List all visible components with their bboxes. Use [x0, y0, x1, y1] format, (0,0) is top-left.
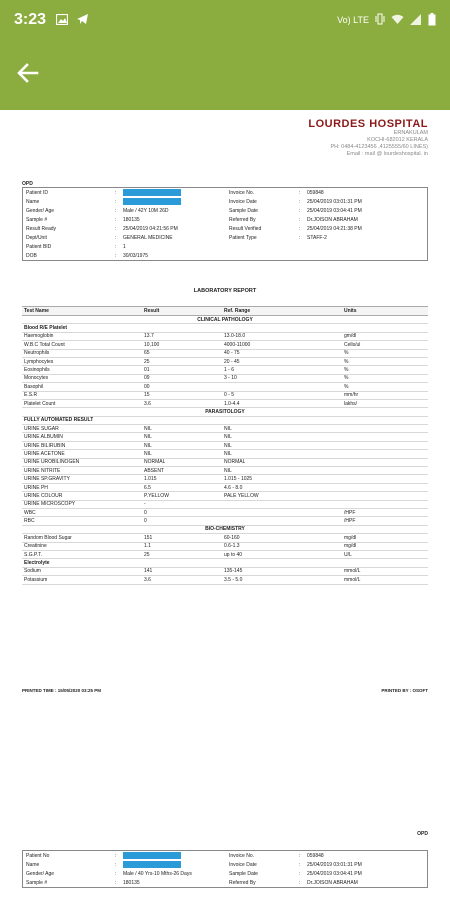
info-colon: : — [299, 207, 301, 214]
result-row — [22, 475, 428, 483]
result-row — [22, 350, 428, 358]
test-name: WBC — [24, 509, 36, 516]
patient-info-row — [23, 233, 427, 242]
info-value: 1 — [123, 243, 126, 250]
hospital-address-line: ERNAKULAM — [393, 130, 428, 136]
section-title: BIO-CHEMISTRY — [205, 526, 245, 533]
group-title: Blood R/E Platelet — [24, 325, 68, 332]
units: mg/dl — [344, 534, 357, 541]
info-value: STAFF-2 — [307, 234, 327, 241]
info-value — [123, 861, 229, 868]
info-label: Sample # — [26, 879, 48, 886]
info-colon: : — [299, 870, 301, 877]
info-colon: : — [115, 225, 117, 232]
ref-range: 3.5 - 5.0 — [224, 576, 243, 583]
result-row — [22, 425, 428, 433]
info-colon: : — [115, 870, 117, 877]
group-title: Electrolyte — [24, 560, 50, 567]
hospital-name: LOURDES HOSPITAL — [308, 118, 428, 130]
ref-range: 40 - 75 — [224, 350, 240, 357]
units: % — [344, 375, 349, 382]
info-value: 25/04/2019 03:01:31 PM — [307, 861, 362, 868]
units: mm/hr — [344, 392, 359, 399]
info-label: Invoice Date — [229, 861, 257, 868]
info-label: Name — [26, 198, 40, 205]
test-name: Creatinine — [24, 543, 47, 550]
ref-range: 13.0-18.0 — [224, 333, 246, 340]
patient-info-box — [22, 187, 428, 261]
result-row — [22, 543, 428, 551]
info-label: Result Ready — [26, 225, 57, 232]
info-value: 180135 — [123, 216, 140, 223]
info-value: Dr.JOISON ABRAHAM — [307, 879, 358, 886]
lab-results-table — [22, 306, 428, 585]
units: /HPF — [344, 509, 356, 516]
report-document — [0, 110, 450, 900]
result-row — [22, 333, 428, 341]
info-value — [123, 198, 229, 205]
result-value: 3.6 — [144, 400, 151, 407]
test-name: URINE BILIRUBIN — [24, 442, 66, 449]
hospital-address-line: Email : mail @ lourdeshospital. in — [346, 151, 428, 157]
info-label: Patient Type — [229, 234, 257, 241]
ref-range: 20 - 45 — [224, 358, 240, 365]
info-value: GENERAL MEDICINE — [123, 234, 173, 241]
units: mmol/L — [344, 576, 361, 583]
result-value: - — [144, 501, 146, 508]
ref-range: 1.015 - 1025 — [224, 476, 253, 483]
info-colon: : — [115, 189, 117, 196]
signal-icon — [410, 14, 422, 27]
result-value: 25 — [144, 358, 150, 365]
opd-label: OPD — [22, 181, 33, 187]
ref-range: 4000-11000 — [224, 341, 251, 348]
info-label: Sample Date — [229, 207, 258, 214]
hospital-address-line: KOCHI-682012 KERALA — [367, 137, 428, 143]
info-label: Referred By — [229, 216, 256, 223]
test-name: W.B.C Total Count — [24, 341, 65, 348]
info-value: 059848 — [307, 852, 324, 859]
info-label: Gender/ Age — [26, 870, 55, 877]
info-label: Patient ID — [26, 189, 48, 196]
result-value: 3.6 — [144, 576, 151, 583]
test-name: Neutrophils — [24, 350, 50, 357]
test-name: URINE UROBILINOGEN — [24, 459, 80, 466]
patient-info-row — [23, 197, 427, 206]
result-row — [22, 467, 428, 475]
result-row — [22, 568, 428, 576]
info-value: 25/04/2019 03:04:41 PM — [307, 870, 362, 877]
info-value: 059848 — [307, 189, 324, 196]
ref-range: 0.6-1.3 — [224, 543, 240, 550]
patient-info-row — [23, 206, 427, 215]
info-label: DOB — [26, 252, 37, 259]
patient-info-row — [23, 188, 427, 197]
ref-range: NIL — [224, 467, 232, 474]
result-value: 13.7 — [144, 333, 154, 340]
result-value: NORMAL — [144, 459, 166, 466]
result-value: 09 — [144, 375, 150, 382]
result-value: NIL — [144, 450, 152, 457]
test-name: Lymphocytes — [24, 358, 54, 365]
ref-range: 3 - 10 — [224, 375, 237, 382]
ref-range: NIL — [224, 450, 232, 457]
wifi-icon — [391, 14, 404, 27]
units: lakhs/ — [344, 400, 358, 407]
test-name: Haemoglobin — [24, 333, 54, 340]
printed-time: PRINTED TIME : 15/05/2020 03:25 PM — [22, 688, 102, 693]
info-label: Result Verified — [229, 225, 262, 232]
result-value: 141 — [144, 568, 153, 575]
status-bar — [0, 0, 450, 40]
result-row — [22, 484, 428, 492]
result-value: 1.1 — [144, 543, 151, 550]
ref-range: PALE YELLOW — [224, 492, 259, 499]
result-row — [22, 442, 428, 450]
units: Cells/ul — [344, 341, 361, 348]
info-value: 180135 — [123, 879, 140, 886]
ref-range: NORMAL — [224, 459, 246, 466]
result-row — [22, 501, 428, 509]
result-value: P.YELLOW — [144, 492, 169, 499]
patient-info-row — [23, 215, 427, 224]
test-name: E.S.R — [24, 392, 38, 399]
section-row — [22, 526, 428, 534]
test-name: URINE NITRITE — [24, 467, 61, 474]
result-value: 65 — [144, 350, 150, 357]
status-right — [337, 13, 436, 28]
result-value: NIL — [144, 442, 152, 449]
ref-range: NIL — [224, 442, 232, 449]
units: gm/dl — [344, 333, 357, 340]
result-value: 00 — [144, 383, 150, 390]
result-row — [22, 450, 428, 458]
redacted-block — [123, 861, 181, 868]
test-name: Monocytes — [24, 375, 49, 382]
column-header: Ref. Range — [224, 308, 251, 314]
result-value: NIL — [144, 425, 152, 432]
result-row — [22, 341, 428, 349]
info-value: 25/04/2019 04:21:38 PM — [307, 225, 362, 232]
printed-by: PRINTED BY : OSOFT — [381, 688, 428, 693]
group-title: FULLY AUTOMATED RESULT — [24, 417, 94, 424]
result-value: 0 — [144, 509, 147, 516]
info-label: Invoice Date — [229, 198, 257, 205]
info-value: 25/04/2019 04:21:56 PM — [123, 225, 178, 232]
image-icon — [56, 13, 68, 28]
info-value: Dr.JOISON ABRAHAM — [307, 216, 358, 223]
test-name: S.G.P.T. — [24, 551, 42, 558]
units: mmol/L — [344, 568, 361, 575]
result-value: 0 — [144, 518, 147, 525]
ref-range: 135-145 — [224, 568, 243, 575]
units: U/L — [344, 551, 352, 558]
result-row — [22, 459, 428, 467]
opd-label-2: OPD — [417, 831, 428, 837]
ref-range: 60-160 — [224, 534, 240, 541]
result-value: 151 — [144, 534, 153, 541]
test-name: Sodium — [24, 568, 41, 575]
ref-range: 1.0-4.4 — [224, 400, 240, 407]
info-colon: : — [115, 252, 117, 259]
info-colon: : — [115, 234, 117, 241]
info-value: 25/04/2019 03:01:31 PM — [307, 198, 362, 205]
units: % — [344, 350, 349, 357]
telegram-icon — [76, 13, 89, 28]
test-name: URINE PH — [24, 484, 48, 491]
units: % — [344, 383, 349, 390]
info-colon: : — [299, 216, 301, 223]
result-value: 1.015 — [144, 476, 157, 483]
vibrate-icon — [375, 13, 385, 27]
result-row — [22, 366, 428, 374]
info-colon: : — [115, 216, 117, 223]
result-row — [22, 433, 428, 441]
status-time: 3:23 — [14, 11, 47, 28]
info-label: Gender/ Age — [26, 207, 55, 214]
info-label: Patient No — [26, 852, 50, 859]
patient-info-box-2 — [22, 850, 428, 888]
info-value: 30/03/1975 — [123, 252, 149, 259]
result-value: NIL — [144, 434, 152, 441]
info-label: Name — [26, 861, 40, 868]
result-row — [22, 392, 428, 400]
result-value: 10,100 — [144, 341, 160, 348]
ref-range: NIL — [224, 434, 232, 441]
info-colon: : — [299, 861, 301, 868]
hospital-header — [308, 118, 428, 158]
print-footer — [22, 688, 428, 693]
group-row — [22, 417, 428, 425]
ref-range: up to 40 — [224, 551, 243, 558]
info-colon: : — [299, 225, 301, 232]
result-row — [22, 517, 428, 525]
info-label: Referred By — [229, 879, 256, 886]
battery-icon — [428, 13, 436, 28]
section-title: PARASITOLOGY — [205, 408, 245, 415]
patient-info-row — [23, 878, 427, 887]
info-value — [123, 189, 229, 196]
ref-range: 0 - 5 — [224, 392, 235, 399]
group-row — [22, 559, 428, 567]
info-colon: : — [115, 861, 117, 868]
info-label: Invoice No. — [229, 189, 255, 196]
test-name: Basophil — [24, 383, 44, 390]
redacted-block — [123, 189, 181, 196]
test-name: RBC — [24, 518, 35, 525]
result-row — [22, 509, 428, 517]
result-value: 6.5 — [144, 484, 151, 491]
info-colon: : — [115, 198, 117, 205]
result-value: 01 — [144, 367, 150, 374]
section-row — [22, 316, 428, 324]
units: /HPF — [344, 518, 356, 525]
lab-report-title: LABORATORY REPORT — [193, 288, 257, 294]
result-value: 25 — [144, 551, 150, 558]
result-row — [22, 551, 428, 559]
result-row — [22, 492, 428, 500]
info-colon: : — [115, 879, 117, 886]
patient-info-row — [23, 224, 427, 233]
info-value: 25/04/2019 03:04:41 PM — [307, 207, 362, 214]
test-name: URINE ALBUMIN — [24, 434, 63, 441]
patient-info-row — [23, 251, 427, 260]
info-value: Male / 40 Yrs-10 Mths-26 Days — [123, 870, 192, 877]
test-name: URINE COLOUR — [24, 492, 63, 499]
info-colon: : — [299, 198, 301, 205]
app-bar — [0, 40, 450, 110]
info-colon: : — [299, 879, 301, 886]
info-colon: : — [115, 207, 117, 214]
test-name: Random Blood Sugar — [24, 534, 72, 541]
test-name: URINE SP.GRAVITY — [24, 476, 70, 483]
info-label: Sample Date — [229, 870, 258, 877]
result-value: ABSENT — [144, 467, 165, 474]
patient-info-row — [23, 242, 427, 251]
result-row — [22, 400, 428, 408]
info-colon: : — [299, 852, 301, 859]
column-header: Result — [144, 308, 160, 314]
test-name: URINE ACETONE — [24, 450, 65, 457]
lab-table-header — [22, 306, 428, 316]
redacted-block — [123, 852, 181, 859]
info-colon: : — [115, 243, 117, 250]
result-row — [22, 534, 428, 542]
info-colon: : — [299, 234, 301, 241]
units: mg/dl — [344, 543, 357, 550]
info-label: Dept/Unit — [26, 234, 47, 241]
units: % — [344, 367, 349, 374]
test-name: Eosinophils — [24, 367, 50, 374]
info-value: Male / 42Y 10M 26D — [123, 207, 169, 214]
units: % — [344, 358, 349, 365]
column-header: Units — [344, 308, 357, 314]
hospital-address-line: PH: 0484-4123456 ,4125555/60 LINES) — [330, 144, 428, 150]
info-colon: : — [299, 189, 301, 196]
network-label: Vo) LTE — [337, 15, 369, 25]
info-label: Patient BID — [26, 243, 52, 250]
test-name: URINE SUGAR — [24, 425, 59, 432]
result-row — [22, 576, 428, 584]
group-row — [22, 324, 428, 332]
ref-range: NIL — [224, 425, 232, 432]
patient-info-row — [23, 860, 427, 869]
info-label: Invoice No. — [229, 852, 255, 859]
section-row — [22, 408, 428, 416]
patient-info-row — [23, 869, 427, 878]
ref-range: 1 - 6 — [224, 367, 235, 374]
ref-range: 4.6 - 8.0 — [224, 484, 243, 491]
test-name: Platelet Count — [24, 400, 56, 407]
patient-info-row — [23, 851, 427, 860]
back-arrow-icon[interactable] — [16, 61, 40, 90]
result-row — [22, 383, 428, 391]
result-row — [22, 358, 428, 366]
result-row — [22, 375, 428, 383]
result-value: 15 — [144, 392, 150, 399]
redacted-block — [123, 198, 181, 205]
info-label: Sample # — [26, 216, 48, 223]
info-value — [123, 852, 229, 859]
test-name: Potassium — [24, 576, 48, 583]
section-title: CLINICAL PATHOLOGY — [197, 316, 253, 323]
info-colon: : — [115, 852, 117, 859]
test-name: URINE MICROSCOPY — [24, 501, 76, 508]
column-header: Test Name — [24, 308, 49, 314]
